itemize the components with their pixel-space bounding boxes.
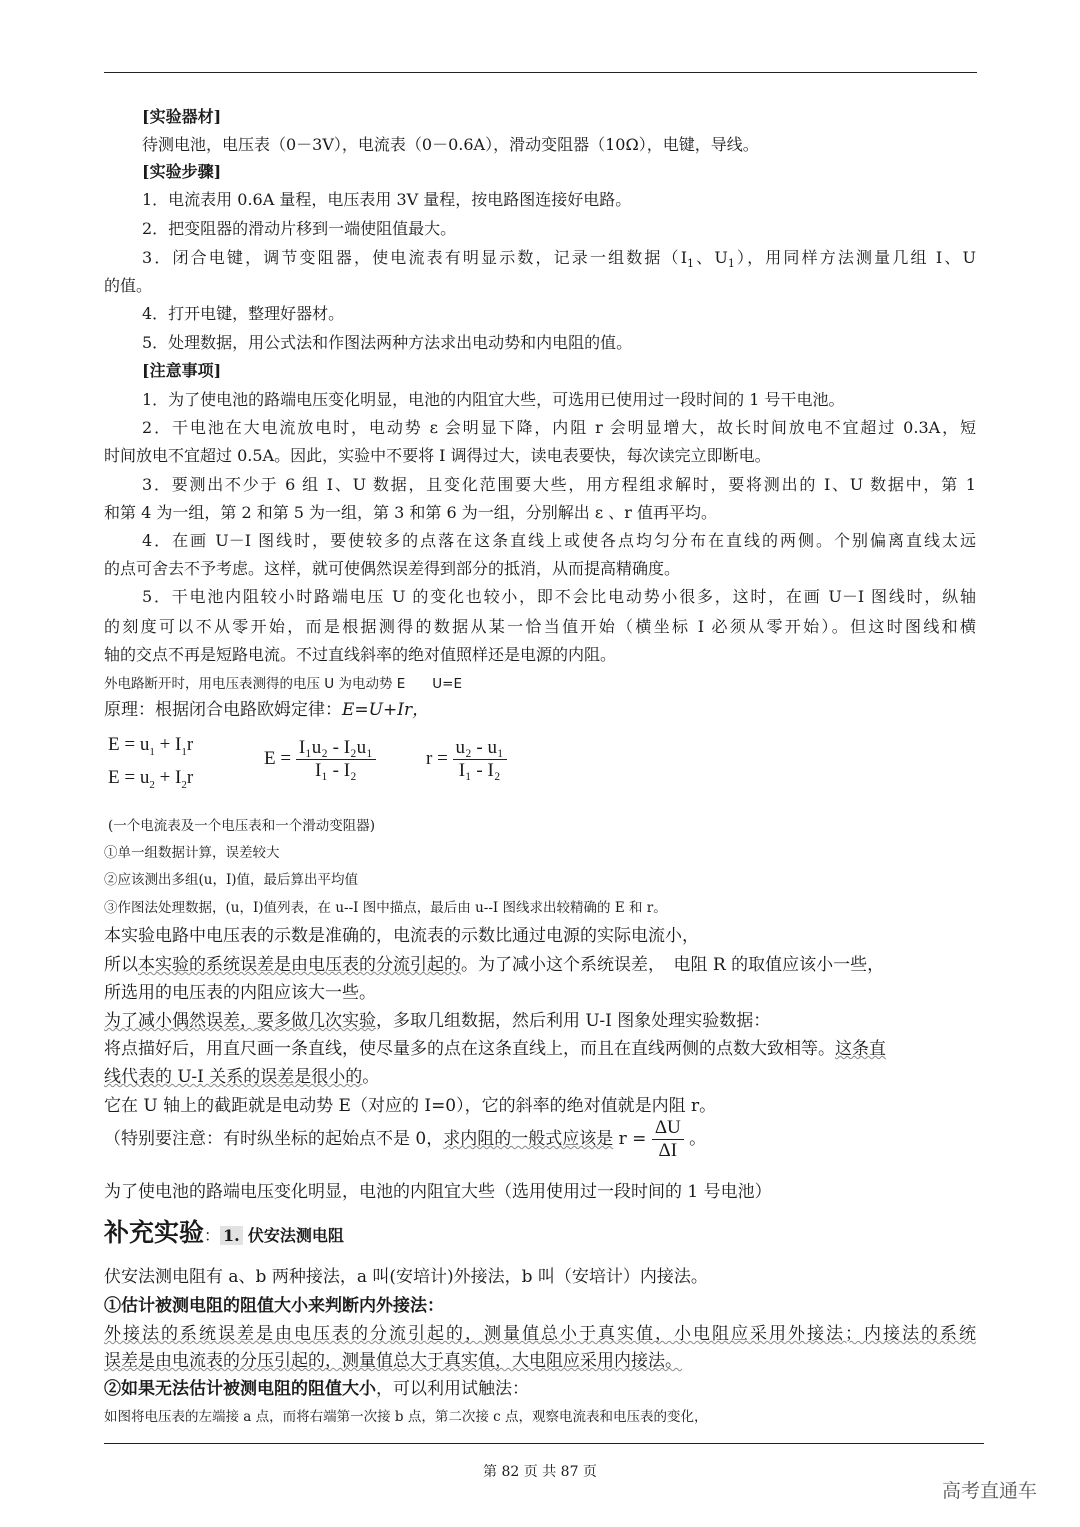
fraction [296,737,376,782]
sub: 1 [149,745,155,758]
text-line: 3．要测出不少于 6 组 I、U 数据，且变化范围要大些，用方程组求解时，要将测出的 I、U 数据中，第 1 [142,475,976,494]
equation-r [426,737,507,782]
text-line [104,1117,706,1162]
text: ），用同样方法测量几组 I、U [734,248,976,267]
formula: E=U+Ir， [342,700,430,720]
numerator: I₁u₂ - I₂u₁ [296,737,376,760]
text: 、U [694,248,728,267]
sub: 1 [727,257,735,271]
text-line [104,1011,770,1031]
text-line [104,1351,682,1371]
text-line: ③作图法处理数据，(u，I)值列表，在 u--I 图中描点，最后由 u--I 图线求出较精确的 E 和 r。 [104,900,667,916]
text-line: 如图将电压表的左端接 a 点，而将右端第一次接 b 点，第二次接 c 点，观察电流表和电压表的变化， [104,1409,708,1425]
underlined-text: 本实验的系统误差是由电压表的分流引起的 [138,955,461,975]
text: r = [426,747,448,769]
text-line [142,248,976,274]
text-line: 轴的交点不再是短路电流。不过直线斜率的绝对值照样还是电源的内阻。 [104,645,617,664]
text-line: 的值。 [104,276,153,295]
text-line [104,955,884,975]
text: E = u [108,767,150,788]
text-line: 伏安法测电阻有 a、b 两种接法，a 叫(安培计)外接法，b 叫（安培计）内接法。 [104,1267,708,1287]
text: 。 [362,1067,380,1087]
text-line: 4．在画 U－I 图线时，要使较多的点落在这条直线上或使各点均匀分布在直线的两侧。个别偏离直线太远 [142,531,976,550]
text-line: (一个电流表及一个电压表和一个滑动变阻器) [108,818,376,834]
text-line [104,1067,379,1087]
text: 将点描好后，用直尺画一条直线，使尽量多的点在这条直线上，而且在直线两侧的点数大致相等。 [104,1039,835,1059]
equation-2 [108,767,193,791]
section-heading: [实验器材] [142,107,222,126]
text-line: 所选用的电压表的内阻应该大一些。 [104,983,376,1003]
underlined-text: 求内阻的一般式应该是 [443,1129,614,1149]
text: r [186,734,194,755]
text-line: 时间放电不宜超过 0.5A。因此，实验中不要将 I 调得过大，读电表要快，每次读完立即断电。 [104,446,771,465]
fraction [652,1117,684,1162]
bold-text: ②如果无法估计被测电阻的阻值大小 [104,1379,376,1399]
section-heading: [注意事项] [142,361,222,380]
text: + I [154,734,182,755]
sub: 2 [149,778,155,791]
text-line: 5．处理数据，用公式法和作图法两种方法求出电动势和内电阻的值。 [142,333,633,352]
numerator: u₂ - u₁ [453,737,507,760]
underlined-text: 误差是由电流表的分压引起的，测量值总大于真实值，大电阻应采用内接法。 [104,1351,682,1371]
underlined-text: 线代表的 U-I 关系的误差是很小的 [104,1067,363,1087]
text: E = [264,747,292,769]
equation-1 [108,734,193,758]
text-line [104,1039,886,1059]
denominator: I₁ - I₂ [314,760,357,781]
text: 3．闭合电键，调节变阻器，使电流表有明显示数，记录一组数据（I [142,248,688,267]
numerator: ΔU [652,1117,684,1140]
text: + I [154,767,182,788]
denominator: I₁ - I₂ [458,760,501,781]
text-line [104,700,429,720]
text-line: 4．打开电键，整理好器材。 [142,304,345,323]
fraction [453,737,507,782]
text-line: 本实验电路中电压表的示数是准确的，电流表的示数比通过电源的实际电流小， [104,926,699,946]
heading: 补充实验 [104,1218,205,1247]
text: ，可以利用试触法： [376,1379,529,1399]
page-number: 第 82 页 共 87 页 [483,1464,597,1480]
number: 1. [220,1226,243,1245]
text-line: 5．干电池内阻较小时路端电压 U 的变化也较小，即不会比电动势小很多，这时，在画 U－I 图线时，纵轴 [142,587,976,606]
text: 。为了减小这个系统误差， 电阻 R 的取值应该小一些， [461,955,885,975]
sub: 1 [687,257,695,271]
text: 所以 [104,955,138,975]
text-line: 外电路断开时，用电压表测得的电压 U 为电动势 E U=E [104,676,463,692]
watermark: 高考直通车 [942,1480,1038,1502]
text-line: 1．为了使电池的路端电压变化明显，电池的内阻宜大些，可选用已使用过一段时间的 1 号干电池。 [142,390,845,409]
text-line [104,1379,529,1399]
text-line: 2．把变阻器的滑动片移到一端使阻值最大。 [142,219,457,238]
text: r [186,767,194,788]
text-line: 2．干电池在大电流放电时，电动势 ε 会明显下降，内阻 r 会明显增大，故长时间放电不宜超过 0.3A，短 [142,418,976,437]
underlined-text: 这条直 [835,1039,886,1059]
text-line: 外接法的系统误差是由电压表的分流引起的，测量值总小于真实值，小电阻应采用外接法；内接法的系统 [104,1324,976,1344]
text: 。 [683,1129,707,1149]
text-line: 它在 U 轴上的截距就是电动势 E（对应的 I=0），它的斜率的绝对值就是内阻 r。 [104,1096,717,1116]
section-heading: [实验步骤] [142,162,222,181]
denominator: ΔI [658,1140,678,1161]
text: ： [204,1226,221,1245]
text-line: 为了使电池的路端电压变化明显，电池的内阻宜大些（选用使用过一段时间的 1 号电池） [104,1182,772,1202]
sub: 1 [181,745,187,758]
text-line: ①单一组数据计算，误差较大 [104,845,280,861]
text-line: 1．电流表用 0.6A 量程，电压表用 3V 量程，按电路图连接好电路。 [142,190,632,209]
text-line: 待测电池，电压表（0－3V），电流表（0－0.6A），滑动变阻器（10Ω），电键，导线。 [142,135,759,154]
text: （特别要注意：有时纵坐标的起始点不是 0， [104,1129,444,1149]
equation-e [264,737,376,782]
text-line: ②应该测出多组(u，I)值，最后算出平均值 [104,872,359,888]
text-line: ①估计被测电阻的阻值大小来判断内外接法： [104,1296,444,1316]
text: ，多取几组数据，然后利用 U-I 图象处理实验数据： [376,1011,771,1031]
text: 原理：根据闭合电路欧姆定律： [104,700,342,720]
heading-title: 伏安法测电阻 [247,1226,344,1245]
footer-rule [104,1443,984,1444]
header-rule [104,72,977,73]
text-line: 的刻度可以不从零开始，而是根据测得的数据从某一恰当值开始（横坐标 I 必须从零开始）。但这时图线和横 [104,617,976,636]
text-line: 和第 4 为一组，第 2 和第 5 为一组，第 3 和第 6 为一组，分别解出 ε 、r 值再平均。 [104,503,717,522]
underlined-text: 为了减小偶然误差，要多做几次实验 [104,1011,376,1031]
supplement-heading [104,1218,344,1251]
text-line: 的点可舍去不予考虑。这样，就可使偶然误差得到部分的抵消，从而提高精确度。 [104,559,681,578]
sub: 2 [181,778,187,791]
text: E = u [108,734,150,755]
text: r = [613,1129,647,1149]
